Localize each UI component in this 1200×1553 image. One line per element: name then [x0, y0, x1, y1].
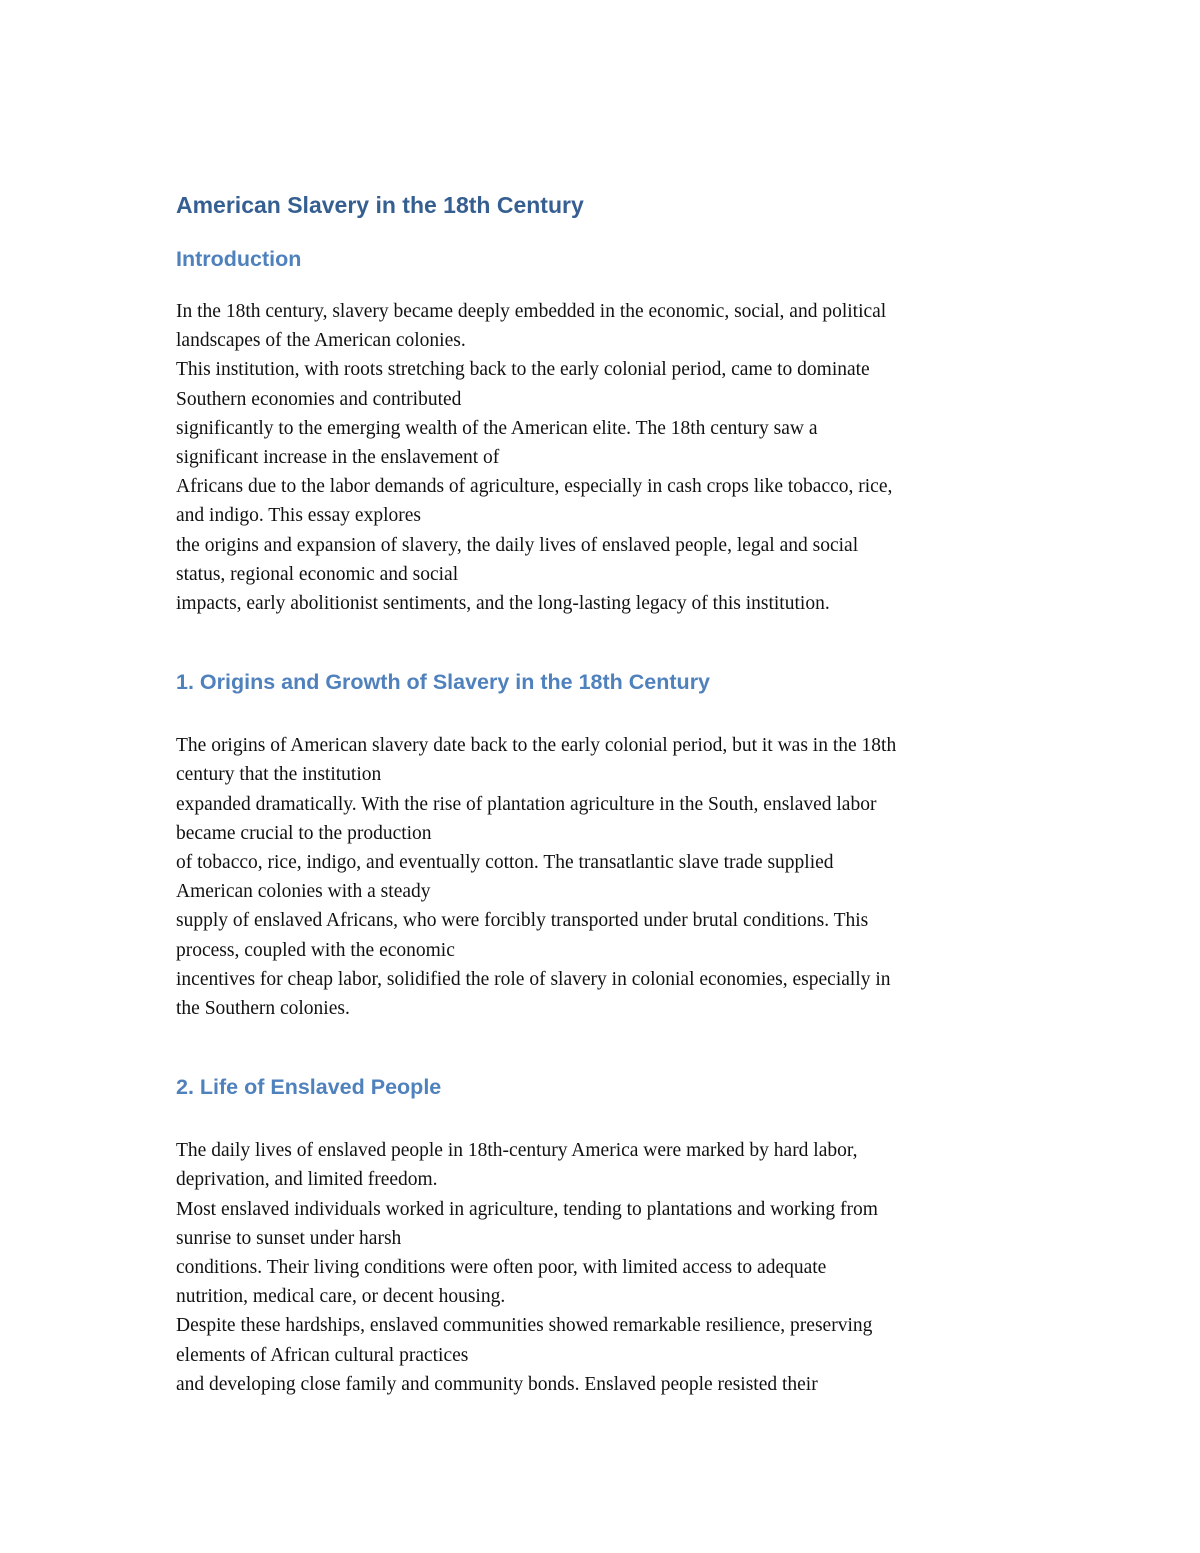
- text-line: Africans due to the labor demands of agriculture, especially in cash crops like tobacco, rice,: [176, 476, 893, 498]
- text-line: impacts, early abolitionist sentiments, and the long-lasting legacy of this institution.: [176, 593, 830, 615]
- text-line: The origins of American slavery date back to the early colonial period, but it was in the 18th: [176, 735, 897, 757]
- text-line: the Southern colonies.: [176, 998, 350, 1020]
- text-line: landscapes of the American colonies.: [176, 330, 466, 352]
- text-line: incentives for cheap labor, solidified the role of slavery in colonial economies, especially in: [176, 968, 891, 990]
- text-line: and developing close family and community bonds. Enslaved people resisted their: [176, 1373, 818, 1395]
- document-title: American Slavery in the 18th Century: [176, 192, 584, 218]
- text-line: and indigo. This essay explores: [176, 505, 421, 527]
- text-line: Most enslaved individuals worked in agriculture, tending to plantations and working from: [176, 1198, 878, 1220]
- text-line: deprivation, and limited freedom.: [176, 1169, 438, 1191]
- text-line: the origins and expansion of slavery, the daily lives of enslaved people, legal and social: [176, 534, 859, 556]
- heading-introduction: Introduction: [176, 247, 302, 271]
- text-line: sunrise to sunset under harsh: [176, 1227, 402, 1249]
- text-line: Southern economies and contributed: [176, 388, 462, 410]
- text-line: nutrition, medical care, or decent housing.: [176, 1286, 506, 1308]
- text-line: expanded dramatically. With the rise of plantation agriculture in the South, enslaved labor: [176, 793, 877, 815]
- text-line: American colonies with a steady: [176, 881, 431, 903]
- heading-section-1: 1. Origins and Growth of Slavery in the 18th Century: [176, 670, 711, 695]
- text-line: supply of enslaved Africans, who were forcibly transported under brutal conditions. This: [176, 910, 869, 932]
- text-line: significantly to the emerging wealth of the American elite. The 18th century saw a: [176, 417, 818, 439]
- text-line: century that the institution: [176, 764, 382, 786]
- text-line: process, coupled with the economic: [176, 939, 455, 961]
- text-line: conditions. Their living conditions were often poor, with limited access to adequate: [176, 1257, 827, 1279]
- heading-section-2: 2. Life of Enslaved People: [176, 1075, 442, 1100]
- text-line: became crucial to the production: [176, 822, 432, 844]
- document-body: [176, 188, 1036, 1399]
- text-line: Despite these hardships, enslaved communities showed remarkable resilience, preserving: [176, 1315, 873, 1337]
- text-line: The daily lives of enslaved people in 18th-century America were marked by hard labor,: [176, 1140, 858, 1162]
- paragraph-introduction: [176, 297, 1036, 618]
- text-line: This institution, with roots stretching back to the early colonial period, came to dominate: [176, 359, 870, 381]
- text-line: significant increase in the enslavement of: [176, 447, 500, 469]
- paragraph-section-2: [176, 1136, 1036, 1399]
- text-line: status, regional economic and social: [176, 563, 459, 585]
- text-line: In the 18th century, slavery became deeply embedded in the economic, social, and political: [176, 301, 887, 322]
- text-line: elements of African cultural practices: [176, 1344, 469, 1366]
- text-line: of tobacco, rice, indigo, and eventually cotton. The transatlantic slave trade supplied: [176, 852, 834, 874]
- paragraph-section-1: [176, 731, 1036, 1023]
